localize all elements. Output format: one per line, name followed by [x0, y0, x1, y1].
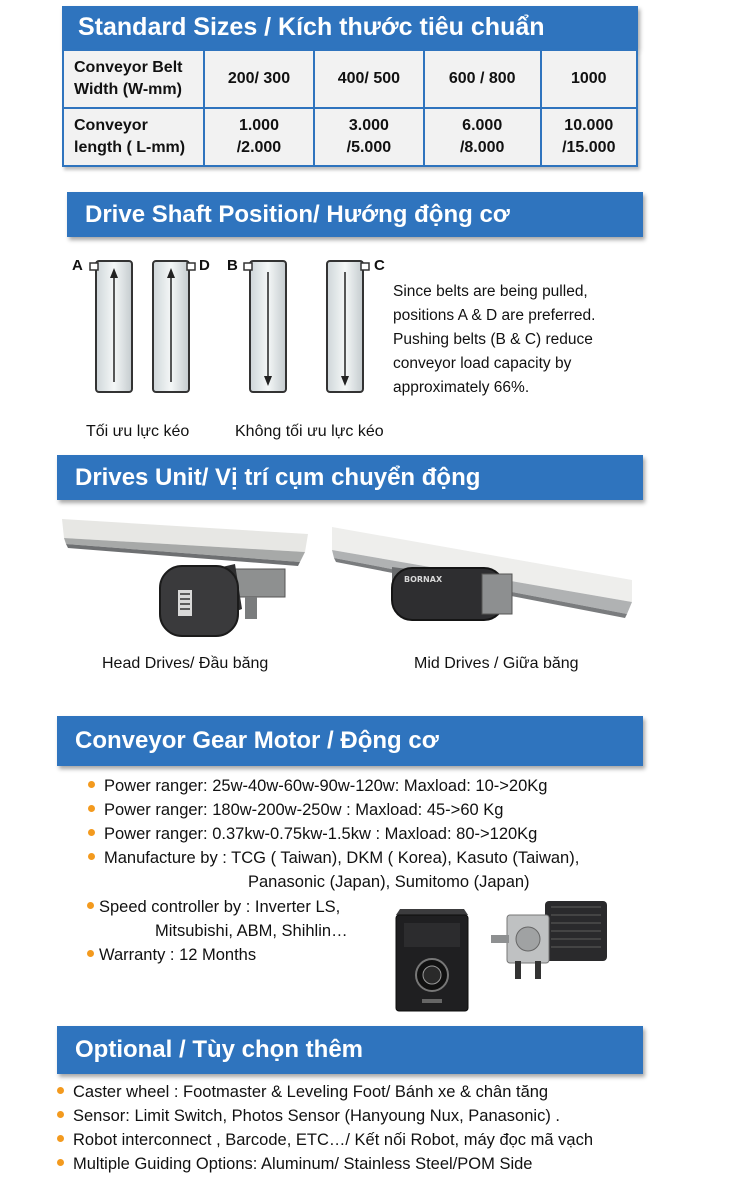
list-item: Manufacture by : TCG ( Taiwan), DKM ( Korea), Kasuto (Taiwan), [88, 849, 579, 868]
shaft-label-a: A [72, 257, 83, 274]
speed-controller-photo [392, 905, 472, 1015]
standard-sizes-title: Standard Sizes / Kích thước tiêu chuẩn [78, 13, 545, 41]
drive-shaft-banner [67, 192, 643, 237]
list-item: Power ranger: 25w-40w-60w-90w-120w: Maxload: 10->20Kg [88, 777, 547, 796]
drives-unit-title: Drives Unit/ Vị trí cụm chuyển động [75, 463, 481, 491]
list-item-continued: Panasonic (Japan), Sumitomo (Japan) [248, 873, 530, 891]
table-cell: 6.000 /8.000 [424, 108, 541, 166]
shaft-label-b: B [227, 257, 238, 274]
standard-sizes-table [62, 49, 638, 167]
row-header-length: Conveyor length ( L-mm) [63, 108, 204, 166]
table-cell: 3.000 /5.000 [314, 108, 424, 166]
row-header-width: Conveyor Belt Width (W-mm) [63, 50, 204, 108]
bullet-icon [57, 1135, 64, 1142]
standard-sizes-banner [62, 6, 638, 49]
bullet-icon [87, 950, 94, 957]
list-item: Power ranger: 0.37kw-0.75kw-1.5kw : Maxload: 80->120Kg [88, 825, 537, 844]
optional-banner [57, 1026, 643, 1074]
list-item: Multiple Guiding Options: Aluminum/ Stainless Steel/POM Side [57, 1155, 532, 1174]
optional-title: Optional / Tùy chọn thêm [75, 1036, 363, 1063]
caption-head-drives: Head Drives/ Đầu băng [102, 655, 269, 672]
bullet-icon [88, 829, 95, 836]
bullet-icon [88, 853, 95, 860]
table-row [63, 50, 637, 108]
bullet-icon [57, 1087, 64, 1094]
bullet-icon [57, 1111, 64, 1118]
drive-shaft-note: Since belts are being pulled, positions A & D are preferred. Pushing belts (B & C) reduce conveyor load capacity by approximately 66%. [393, 283, 596, 396]
list-item: Speed controller by : Inverter LS, [87, 898, 340, 917]
shaft-label-c: C [374, 257, 385, 274]
shaft-label-d: D [199, 257, 210, 274]
table-cell: 1000 [541, 50, 637, 108]
table-cell: 200/ 300 [204, 50, 314, 108]
head-drive-photo [60, 514, 310, 644]
shaft-diagrams [68, 256, 388, 396]
list-item: Caster wheel : Footmaster & Leveling Foot/ Bánh xe & chân tăng [57, 1083, 548, 1102]
motor-brand-text: BORNAX [404, 575, 443, 584]
gear-motor-photo [485, 893, 615, 983]
drives-unit-banner [57, 455, 643, 500]
bullet-icon [88, 781, 95, 788]
caption-optimal-pull: Tối ưu lực kéo [86, 423, 190, 440]
list-item: Robot interconnect , Barcode, ETC…/ Kết nối Robot, máy đọc mã vạch [57, 1131, 593, 1150]
shaft-a-diagram [90, 261, 132, 392]
bullet-icon [88, 805, 95, 812]
list-item-continued: Mitsubishi, ABM, Shihlin… [155, 922, 348, 940]
shaft-d-diagram [153, 261, 195, 392]
table-cell: 10.000 /15.000 [541, 108, 637, 166]
mid-drive-photo [332, 522, 642, 632]
table-cell: 1.000 /2.000 [204, 108, 314, 166]
gear-motor-title: Conveyor Gear Motor / Động cơ [75, 727, 439, 754]
list-item: Power ranger: 180w-200w-250w : Maxload: 45->60 Kg [88, 801, 503, 820]
list-item: Warranty : 12 Months [87, 946, 256, 965]
caption-mid-drives: Mid Drives / Giữa băng [414, 655, 579, 672]
bullet-icon [87, 902, 94, 909]
drive-shaft-title: Drive Shaft Position/ Hướng động cơ [85, 200, 510, 228]
table-cell: 600 / 800 [424, 50, 541, 108]
table-cell: 400/ 500 [314, 50, 424, 108]
table-row [63, 108, 637, 166]
shaft-c-diagram [327, 261, 369, 392]
list-item: Sensor: Limit Switch, Photos Sensor (Hanyoung Nux, Panasonic) . [57, 1107, 560, 1126]
shaft-b-diagram [244, 261, 286, 392]
caption-not-optimal-pull: Không tối ưu lực kéo [235, 423, 384, 440]
bullet-icon [57, 1159, 64, 1166]
gear-motor-banner [57, 716, 643, 766]
